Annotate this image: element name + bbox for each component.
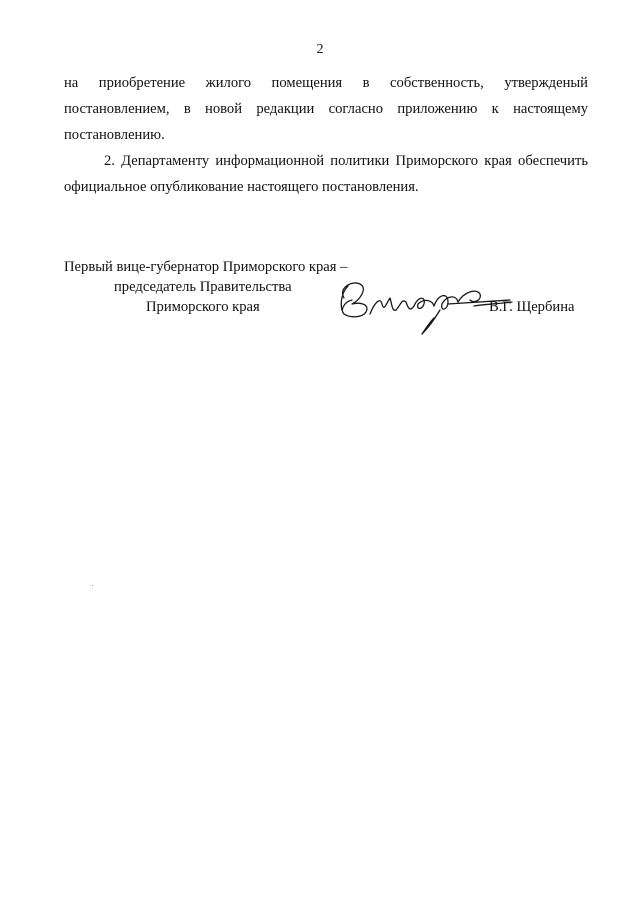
signer-title-line-1: Первый вице-губернатор Приморского края –: [64, 259, 348, 275]
signature-block: [64, 258, 588, 338]
paragraph-1: на приобретение жилого помещения в собственность, утвержденый постановлением, в новой редакции согласно приложению к настоящему постановлению.: [64, 75, 588, 143]
scan-artifact-dot: [92, 585, 93, 586]
signer-name: В.Г. Щербина: [489, 299, 575, 315]
paragraph-2: 2. Департаменту информационной политики Приморского края обеспечить официальное опубликование настоящего постановления.: [64, 153, 588, 195]
document-body: [64, 70, 588, 200]
page-number: 2: [316, 42, 324, 57]
signer-title-line-2: председатель Правительства: [114, 279, 292, 295]
signer-title-line-3: Приморского края: [146, 299, 260, 315]
